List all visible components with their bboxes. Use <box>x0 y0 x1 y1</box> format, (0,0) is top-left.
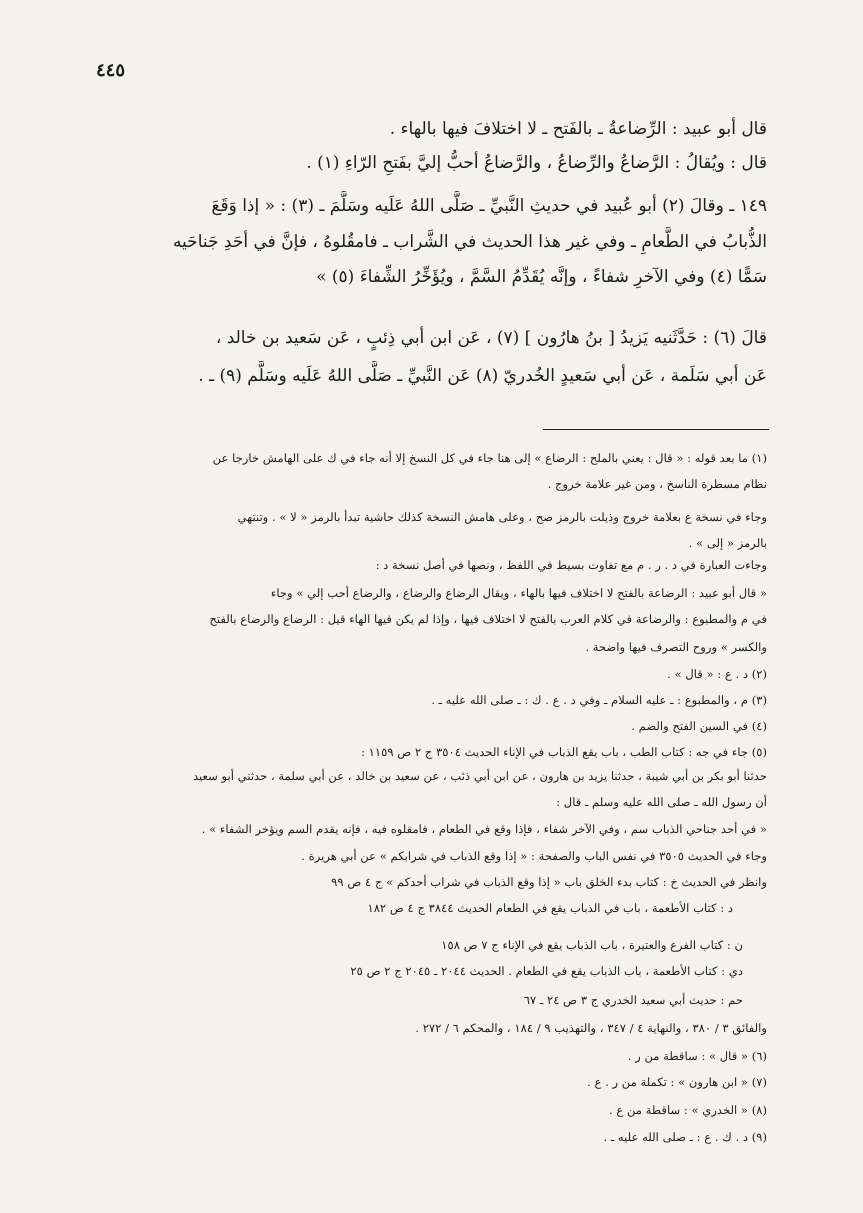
footnote-line: وانظر في الحديث خ : كتاب بدء الخلق باب « إذا وقع الذباب في شراب أحدكم » ج ٤ ص ٩٩ <box>331 875 767 889</box>
footnote-line: والفائق ٣ / ٣٨٠ ، والنهاية ٤ / ٣٤٧ ، والتهذيب ٩ / ١٨٤ ، والمحكم ٦ / ٢٧٢ . <box>415 1021 767 1035</box>
main-text-line: عَن أبي سَلَمة ، عَن أبي سَعيدٍ الخُدريّ (٨) عَن النَّبيِّ ـ صَلَّى اللهُ عَلَيه وسَلَّم (٩) ـ . <box>198 366 767 386</box>
footnote-line: أن رسول الله ـ صلى الله عليه وسلم ـ قال : <box>556 795 767 809</box>
page-number: ٤٤٥ <box>96 60 126 81</box>
footnote-line: نظام مسطرة الناسخ ، ومن غير علامة خروج . <box>547 477 767 491</box>
main-text-line: الذُّبابُ في الطَّعامِ ـ وفي غير هذا الحديث في الشَّراب ـ فامقُلوهُ ، فإنَّ في أحَدِ جَناحَيه <box>172 232 767 252</box>
footnote-line: (٦) « قال » : ساقطة من ر . <box>627 1049 767 1063</box>
footnote-line: (٤) في السين الفتح والضم . <box>631 719 767 733</box>
footnote-line: وجاءت العبارة في د . ر . م مع تفاوت بسيط في اللفظ ، ونصها في أصل نسخة د : <box>375 558 767 572</box>
footnote-line: بالرمز « إلى » . <box>688 536 767 550</box>
footnote-line: د : كتاب الأطعمة ، باب في الذباب يقع في الطعام الحديث ٣٨٤٤ ج ٤ ص ١٨٢ <box>367 901 733 915</box>
footnote-line: (٩) د . ك . ع : ـ صلى الله عليه ـ . <box>603 1130 767 1144</box>
footnote-line: دي : كتاب الأطعمة ، باب الذباب يقع في الطعام . الحديث ٢٠٤٤ ـ ٢٠٤٥ ج ٢ ص ٢٥ <box>350 964 743 978</box>
footnote-separator <box>543 429 769 430</box>
footnote-line: وجاء في نسخة ع بعلامة خروج وذيلت بالرمز صح ، وعلى هامش النسخة كذلك حاشية تبدأ بالرمز « لا » . وتنتهي <box>237 510 767 524</box>
footnote-line: (٨) « الخدري » : ساقطة من ع . <box>608 1103 767 1117</box>
footnote-line: والكسر » وروح التصرف فيها واضحة . <box>585 640 767 654</box>
footnote-line: حم : حديث أبي سعيد الخدري ج ٣ ص ٢٤ ـ ٦٧ <box>523 993 743 1007</box>
main-text-line: ١٤٩ ـ وقالَ (٢) أبو عُبيد في حديثِ النَّبيِّ ـ صَلَّى اللهُ عَلَيه وسَلَّمَ ـ (٣) : « إذا وَقَعَ <box>211 196 767 216</box>
main-text-line: قالَ (٦) : حَدَّثَنيه يَزيدُ [ بنُ هارُون ] (٧) ، عَن ابن أبي ذِئبٍ ، عَن سَعيد بن خالد ، <box>215 328 767 348</box>
main-text-line: قال : ويُقالُ : الرَّضاعُ والرِّضاعُ ، والرَّضاعُ أحبُّ إليَّ بفَتحِ الرّاءِ (١) . <box>306 153 767 173</box>
footnote-line: في م والمطبوع : والرضاعة في كلام العرب بالفتح لا اختلاف فيها ، وإذا لم يكن فيها الهاء قيل : الرضاع والرضاع بالفتح <box>209 612 767 626</box>
footnote-line: (٧) « ابن هارون » : تكملة من ر . ع . <box>587 1075 767 1089</box>
footnote-line: (١) ما بعد قوله : « قال : يعني بالملح : الرضاع » إلى هنا جاء في كل النسخ إلا أنه جاء في ك على الهامش خارجا عن <box>212 451 767 465</box>
footnote-line: « في أحد جناحي الذباب سم ، وفي الآخر شفاء ، فإذا وقع في الطعام ، فامقلوه فيه ، فإنه يقدم السم ويؤخر الشفاء » . <box>201 822 767 836</box>
footnote-line: « قال أبو عبيد : الرضاعة بالفتح لا اختلاف فيها بالهاء ، ويقال الرضاع والرضاع ، والرضاع أحب إلي » وجاء <box>270 586 767 600</box>
footnote-line: (٢) د . ع : « قال » . <box>667 667 767 681</box>
footnote-line: حدثنا أبو بكر بن أبي شيبة ، حدثنا يزيد بن هارون ، عن ابن أبي ذئب ، عن سعيد بن خالد ، عن أبي سلمة ، حدثني أبو سعيد <box>192 769 767 783</box>
main-text-line: قال أبو عبيد : الرِّضاعةُ ـ بالفَتح ـ لا اختلافَ فيها بالهاء . <box>389 119 767 139</box>
footnote-line: ن : كتاب الفرع والعتيرة ، باب الذباب يقع في الإناء ج ٧ ص ١٥٨ <box>441 938 743 952</box>
footnote-line: (٣) م ، والمطبوع : ـ عليه السلام ـ وفي د . ع . ك : ـ صلى الله عليه ـ . <box>431 693 767 707</box>
footnote-line: وجاء في الحديث ٣٥٠٥ في نفس الباب والصفحة : « إذا وقع الذباب في شرابكم » عن أبي هريرة . <box>301 849 767 863</box>
main-text-line: سَمًّا (٤) وفي الآخرِ شفاءً ، وإنَّه يُقَدِّمُ السَّمَّ ، ويُؤَخِّرُ الشِّفاءَ (٥) » <box>316 267 767 287</box>
footnote-line: (٥) جاء في جه : كتاب الطب ، باب يقع الذباب في الإناء الحديث ٣٥٠٤ ج ٢ ص ١١٥٩ : <box>361 745 767 759</box>
